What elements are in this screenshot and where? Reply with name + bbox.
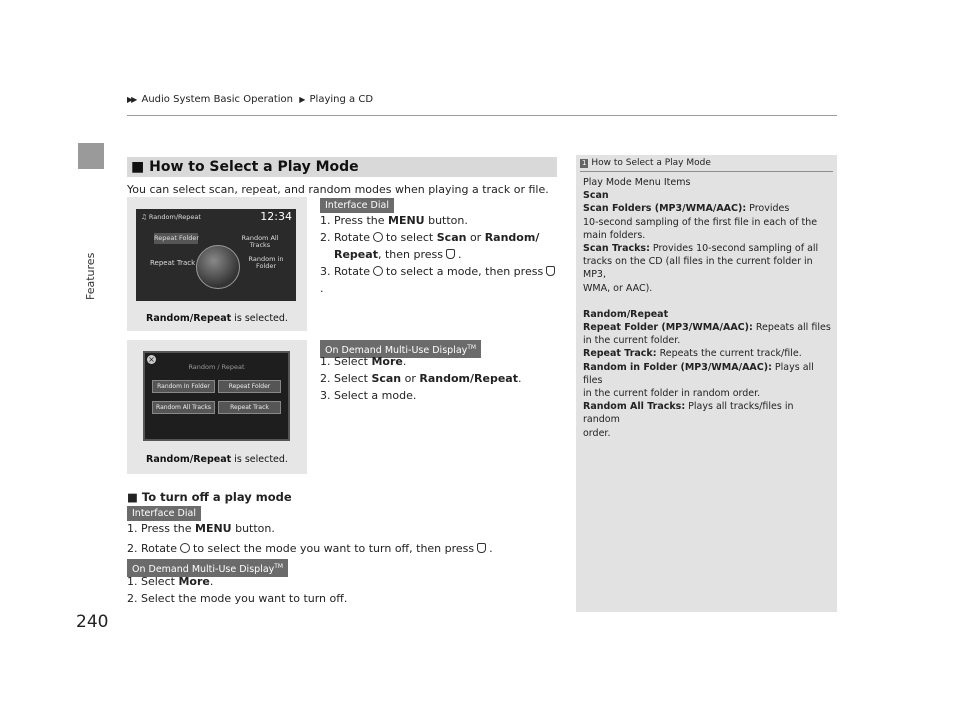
note-body: Play Mode Menu Items Scan Scan Folders (MP3/WMA/AAC): Provides 10-second sampling of the first file in each of the main folders. Scan Tracks: Provides 10-second sampling of all tracks on the CD (all files in the current folder in MP3, WMA, or AAC). Random/Repeat Repeat Folder (MP3/WMA/AAC): Repeats all files in the current folder. Repeat Track: Repeats the current track/file. Random in Folder (MP3/WMA/AAC): Plays all files in the current folder in random order. Random All Tracks: Plays all tracks/files in random order. xyxy=(583,177,831,439)
close-icon[interactable]: × xyxy=(148,355,155,364)
on-demand-tag: On Demand Multi-Use Display™ xyxy=(127,559,288,577)
turn-off-on-demand-steps xyxy=(127,573,557,607)
interface-dial-tag: Interface Dial xyxy=(127,506,201,521)
screen-title: ♫ Random/Repeat xyxy=(141,213,201,221)
music-note-icon: ♫ xyxy=(141,213,147,221)
option-repeat-track: Repeat Track xyxy=(150,259,196,267)
intro-text: You can select scan, repeat, and random modes when playing a track or file. xyxy=(127,183,549,196)
dial-knob xyxy=(196,245,240,289)
step-2-cont: Repeat, then press . xyxy=(334,248,462,261)
step-2: 2. Rotate to select Scan or Random/ xyxy=(320,231,540,244)
step-1: 1. Select More. xyxy=(320,355,407,368)
photo-caption: Random/Repeat is selected. xyxy=(146,313,288,324)
photo-caption: Random/Repeat is selected. xyxy=(146,454,288,465)
press-icon xyxy=(446,249,455,259)
repeat-track-button[interactable]: Repeat Track xyxy=(218,401,281,414)
interface-dial-photo xyxy=(127,197,307,331)
note-number-icon: 1 xyxy=(582,159,587,167)
step-3: 3. Rotate to select a mode, then press. xyxy=(320,263,560,297)
random-in-folder-button[interactable]: Random In Folder xyxy=(152,380,215,393)
note-divider xyxy=(580,171,833,172)
chapter-tab xyxy=(78,143,104,169)
square-bullet-icon: ■ xyxy=(131,159,145,175)
breadcrumb-item-1[interactable]: Audio System Basic Operation xyxy=(141,94,293,105)
breadcrumb-arrow-icon: ▶ xyxy=(299,95,304,104)
breadcrumb xyxy=(127,94,373,105)
header-divider xyxy=(127,115,837,116)
breadcrumb-arrow-icon: ▶▶ xyxy=(127,95,136,104)
note-title: 1 How to Select a Play Mode xyxy=(582,158,711,168)
press-icon xyxy=(477,543,486,553)
random-all-tracks-button[interactable]: Random All Tracks xyxy=(152,401,215,414)
touch-screen xyxy=(143,351,290,441)
step-1: 1. Press the MENU button. xyxy=(320,214,468,227)
audio-screen xyxy=(136,209,296,301)
dial-icon xyxy=(373,266,383,276)
step-2: 2. Select Scan or Random/Repeat. xyxy=(320,372,522,385)
touchscreen-photo xyxy=(127,340,307,474)
interface-dial-steps xyxy=(320,212,560,297)
dial-icon xyxy=(373,232,383,242)
screen-title: Random / Repeat xyxy=(188,363,245,371)
step-3: 3. Select a mode. xyxy=(320,389,417,402)
option-repeat-folder: Repeat Folder xyxy=(154,234,200,242)
on-demand-steps xyxy=(320,353,560,404)
clock: 12:34 xyxy=(260,210,292,223)
step-2: 2. Rotate to select the mode you want to turn off, then press . xyxy=(127,542,493,555)
option-random-in-folder: Random in Folder xyxy=(248,255,284,270)
page-number: 240 xyxy=(76,612,109,632)
turn-off-dial-steps xyxy=(127,520,557,557)
on-demand-tag: On Demand Multi-Use Display™ xyxy=(320,340,481,358)
chapter-label: Features xyxy=(84,252,97,300)
interface-dial-tag: Interface Dial xyxy=(320,198,394,213)
repeat-folder-button[interactable]: Repeat Folder xyxy=(218,380,281,393)
dial-icon xyxy=(180,543,190,553)
square-bullet-icon: ■ xyxy=(127,490,138,504)
turn-off-heading: ■ To turn off a play mode xyxy=(127,490,292,504)
step-1: 1. Press the MENU button. xyxy=(127,522,275,535)
option-random-all: Random All Tracks xyxy=(241,234,279,249)
step-2: 2. Select the mode you want to turn off. xyxy=(127,592,348,605)
step-1: 1. Select More. xyxy=(127,575,214,588)
section-title: How to Select a Play Mode xyxy=(149,159,359,175)
breadcrumb-item-2[interactable]: Playing a CD xyxy=(309,94,374,105)
section-heading xyxy=(127,157,557,177)
press-icon xyxy=(546,266,555,276)
